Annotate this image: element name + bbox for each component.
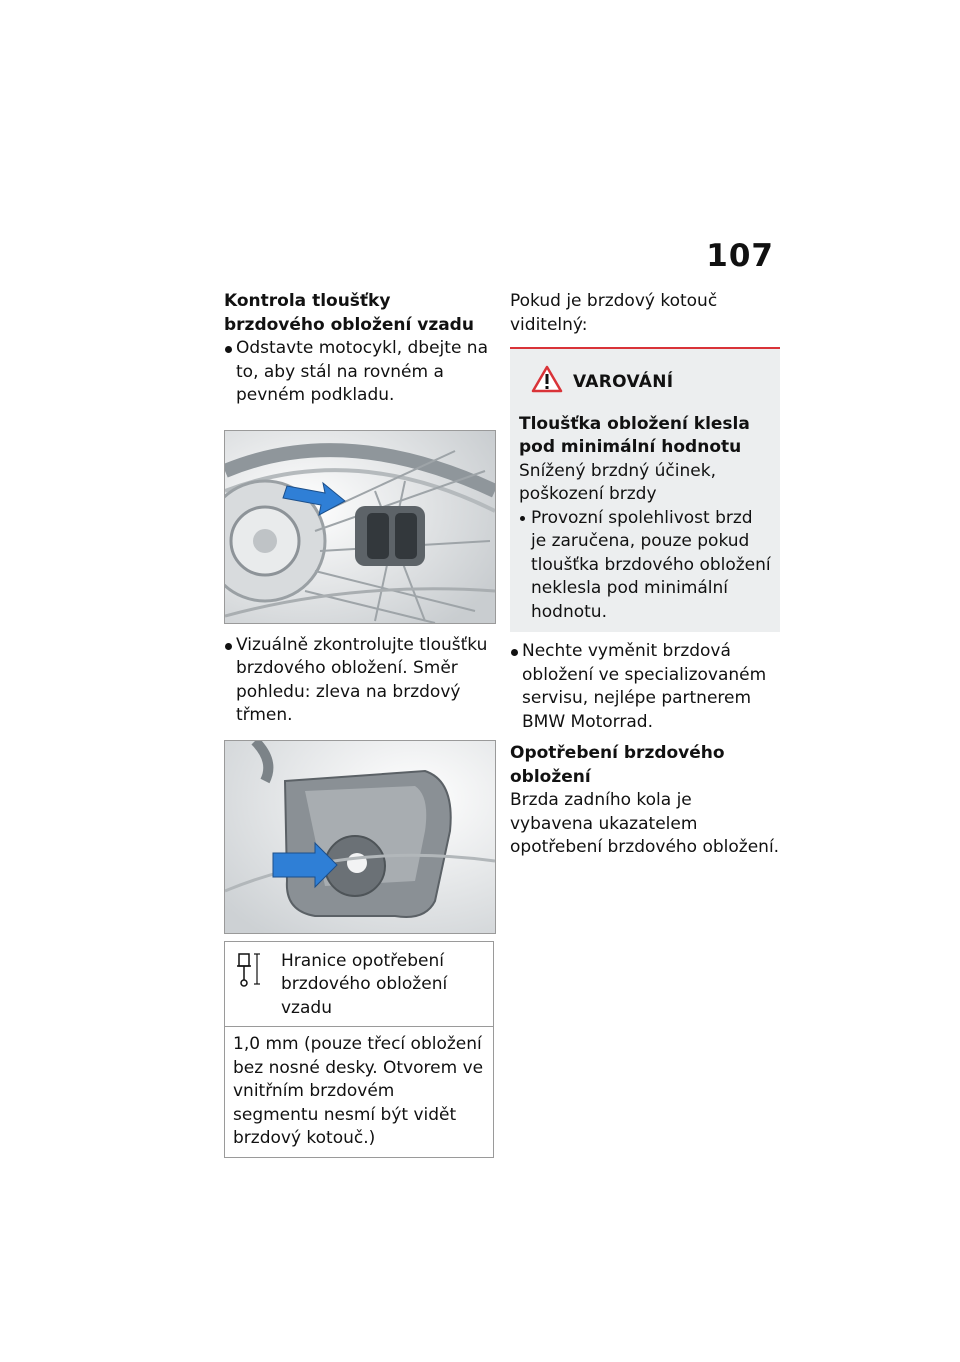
- instruction-park: Odstavte motocykl, dbejte na to, aby stál na rovném a pevném podkladu.: [224, 337, 494, 408]
- warning-triangle-icon: [531, 365, 563, 401]
- instruction-inspect: Vizuálně zkontrolujte tloušťku brzdového obložení. Směr pohledu: zleva na brzdový třmen.: [224, 634, 494, 728]
- warning-title: Tloušťka obložení klesla pod minimální hodnotu: [519, 413, 750, 457]
- page-number: 107: [706, 238, 774, 274]
- brake-caliper-photo: [224, 740, 496, 934]
- intro-text: Pokud je brzdový kotouč viditelný:: [510, 291, 718, 335]
- rear-wheel-photo: [224, 430, 496, 624]
- instruction-replace: Nechte vyměnit brzdová obložení ve specializovaném servisu, nejlépe partnerem BMW Motorrad.: [510, 640, 780, 734]
- spec-header: [225, 942, 493, 1028]
- spec-title: Hranice opotřebení brzdového obložení vzadu: [281, 950, 448, 1018]
- warning-box: [510, 347, 780, 632]
- right-column: [510, 290, 780, 860]
- warning-bullet: Provozní spolehlivost brzd je zaručena, pouze pokud tloušťka brzdového obložení neklesla pod minimální hodnotu.: [519, 507, 771, 625]
- section-heading: Kontrola tloušťky brzdového obložení vzadu: [224, 291, 474, 335]
- section-heading-wear: Opotřebení brzdového obložení: [510, 743, 725, 787]
- warning-label: VAROVÁNÍ: [573, 372, 674, 392]
- brake-pad-wear-icon: [233, 950, 273, 998]
- wear-limit-spec-box: [224, 941, 494, 1158]
- left-column: [224, 290, 494, 1158]
- spec-value: 1,0 mm (pouze třecí obložení bez nosné desky. Otvorem ve vnitřním brzdovém segmentu nesmí být vidět brzdový kotouč.): [233, 1034, 484, 1148]
- wear-indicator-text: Brzda zadního kola je vybavena ukazatelem opotřebení brzdového obložení.: [510, 790, 780, 857]
- warning-header: [531, 365, 771, 401]
- warning-text: Snížený brzdný účinek, poškození brzdy: [519, 460, 716, 504]
